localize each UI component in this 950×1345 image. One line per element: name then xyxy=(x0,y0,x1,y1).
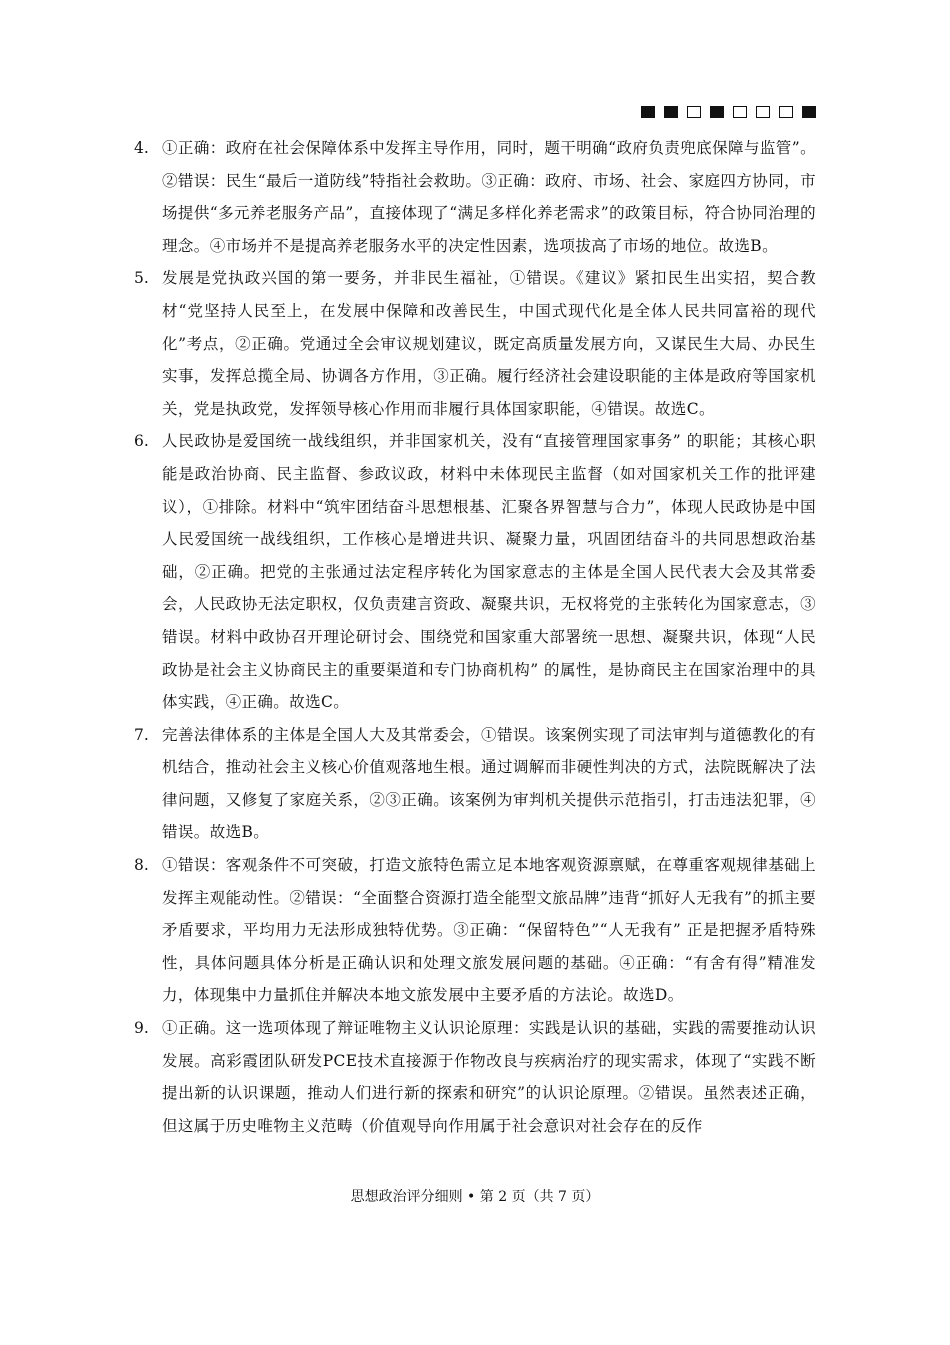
empty-square-mark xyxy=(733,106,747,118)
empty-square-mark xyxy=(779,106,793,118)
item-text: ①正确：政府在社会保障体系中发挥主导作用，同时，题干明确“政府负责兜底保障与监管”。②错误：民生“最后一道防线”特指社会救助。③正确：政府、市场、社会、家庭四方协同，市场提供“多元养老服务产品”，直接体现了“满足多样化养老需求”的政策目标，符合协同治理的理念。④市场并不是提高养老服务水平的决定性因素，选项拔高了市场的地位。故选B。 xyxy=(162,139,816,255)
item-text: ①正确。这一选项体现了辩证唯物主义认识论原理：实践是认识的基础，实践的需要推动认识发展。高彩霞团队研发PCE技术直接源于作物改良与疾病治疗的现实需求，体现了“实践不断提出新的认识课题，推动人们进行新的探索和研究”的认识论原理。②错误。虽然表述正确，但这属于历史唯物主义范畴（价值观导向作用属于社会意识对社会存在的反作 xyxy=(162,1019,816,1135)
filled-square-mark xyxy=(802,106,816,118)
header-marks xyxy=(641,106,816,118)
answer-item xyxy=(134,425,816,718)
answer-item xyxy=(134,719,816,849)
item-text: ①错误：客观条件不可突破，打造文旅特色需立足本地客观资源禀赋，在尊重客观规律基础上发挥主观能动性。②错误：“全面整合资源打造全能型文旅品牌”违背“抓好人无我有”的抓主要矛盾要求，平均用力无法形成独特优势。③正确：“保留特色”“人无我有” 正是把握矛盾特殊性，具体问题具体分析是正确认识和处理文旅发展问题的基础。④正确：“有舍有得”精准发力，体现集中力量抓住并解决本地文旅发展中主要矛盾的方法论。故选D。 xyxy=(162,856,816,1005)
answer-list xyxy=(134,132,816,1142)
item-number: 5. xyxy=(134,269,149,288)
answer-item xyxy=(134,262,816,425)
item-text: 发展是党执政兴国的第一要务，并非民生福祉，①错误。《建议》紧扣民生出实招，契合教材“党坚持人民至上，在发展中保障和改善民生，中国式现代化是全体人民共同富裕的现代化”考点，②正确。党通过全会审议规划建议，既定高质量发展方向，又谋民生大局、办民生实事，发挥总揽全局、协调各方作用，③正确。履行经济社会建设职能的主体是政府等国家机关，党是执政党，发挥领导核心作用而非履行具体国家职能，④错误。故选C。 xyxy=(162,269,816,418)
empty-square-mark xyxy=(756,106,770,118)
answer-item xyxy=(134,132,816,262)
item-number: 8. xyxy=(134,856,149,875)
empty-square-mark xyxy=(687,106,701,118)
item-number: 9. xyxy=(134,1019,149,1038)
filled-square-mark xyxy=(641,106,655,118)
filled-square-mark xyxy=(710,106,724,118)
page-footer: 思想政治评分细则 • 第 2 页（共 7 页） xyxy=(350,1189,600,1205)
item-text: 人民政协是爱国统一战线组织，并非国家机关，没有“直接管理国家事务” 的职能；其核心职能是政治协商、民主监督、参政议政，材料中未体现民主监督（如对国家机关工作的批评建议），①排除。材料中“筑牢团结奋斗思想根基、汇聚各界智慧与合力”，体现人民政协是中国人民爱国统一战线组织，工作核心是增进共识、凝聚力量，巩固团结奋斗的共同思想政治基础，②正确。把党的主张通过法定程序转化为国家意志的主体是全国人民代表大会及其常委会，人民政协无法定职权，仅负责建言资政、凝聚共识，无权将党的主张转化为国家意志，③错误。材料中政协召开理论研讨会、围绕党和国家重大部署统一思想、凝聚共识，体现“人民政协是社会主义协商民主的重要渠道和专门协商机构” 的属性，是协商民主在国家治理中的具体实践，④正确。故选C。 xyxy=(162,432,816,712)
item-text: 完善法律体系的主体是全国人大及其常委会，①错误。该案例实现了司法审判与道德教化的有机结合，推动社会主义核心价值观落地生根。通过调解而非硬性判决的方式，法院既解决了法律问题，又修复了家庭关系，②③正确。该案例为审判机关提供示范指引，打击违法犯罪，④错误。故选B。 xyxy=(162,725,816,842)
answer-item xyxy=(134,849,816,1012)
answer-item xyxy=(134,1012,816,1142)
filled-square-mark xyxy=(664,106,678,118)
item-number: 4. xyxy=(134,139,149,157)
item-number: 6. xyxy=(134,432,149,451)
item-number: 7. xyxy=(134,725,149,744)
